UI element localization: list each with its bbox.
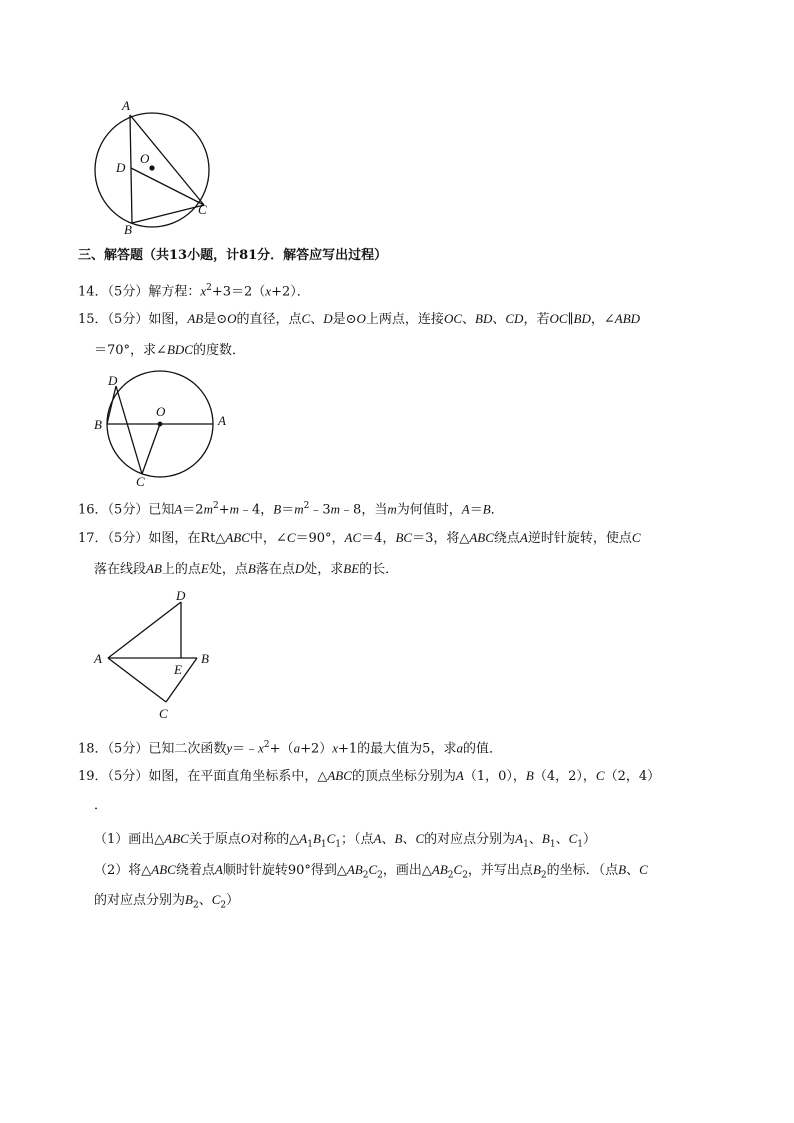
point-a-label: A [94,651,102,666]
point-c-label: C [159,706,168,721]
point-d-label: D [116,160,126,175]
question-19-line-1: 19．（5分）如图，在平面直角坐标系中，△ABC的顶点坐标分别为A（1，0），B（4，2），C（2，4） [78,768,661,784]
question-15-line-2: ＝70°，求∠BDC的度数． [94,342,245,358]
question-19-part-1: （1）画出△ABC关于原点O对称的$\triangle A_1B_1C_1$；（点A、B、C的对应点分别为$A_1$、$B_1$、$C_1$） [94,831,596,850]
question-19-part-2: （2）将△ABC绕着点A顺时针旋转90°得到$\triangle AB_2C_2$，画出$\triangle AB_2C_2$，并写出点$B_2$的坐标．（点B、C [94,862,648,881]
point-d-label: D [176,588,186,603]
question-17-line-2: 落在线段AB上的点E处，点B落在点D处，求BE的长． [94,561,399,577]
point-d-label: D [108,373,118,388]
point-c-label: C [136,474,145,489]
point-b-label: B [94,417,102,432]
point-c-label: C [198,202,207,217]
triangle-figure-q17 [92,588,222,724]
point-b-label: B [124,222,132,236]
circle-figure-q15 [90,368,236,490]
question-17-line-1: 17．（5分）如图，在Rt△ABC中，∠C＝90°，AC＝4，BC＝3，将△ABC绕点A逆时针旋转，使点C [78,530,641,546]
circle-figure-q13 [92,96,216,236]
question-19-part-2-cont: 的对应点分别为$B_2$、$C_2$） [94,892,240,911]
question-19-dot: ． [94,798,108,813]
question-14: 14．（5分）解方程：$x^2+3=2(x+2)$． [78,283,310,300]
point-o-label: O [156,404,166,419]
question-16: 16．（5分）已知$A=2m^2+m﹣4$，$B=m^2﹣3m﹣8$，当m为何值时，A＝B． [78,501,504,518]
question-15-line-1: 15．（5分）如图，AB是⊙O的直径，点C、D是⊙O上两点，连接OC、BD、CD，若OC∥BD，∠ABD [78,311,641,327]
question-18: 18．（5分）已知二次函数$y=﹣x^2+(a+2)x+1$的最大值为5，求a的值． [78,740,502,757]
point-a-label: A [122,98,130,113]
point-e-label: E [174,662,182,677]
point-b-label: B [201,651,209,666]
point-a-label: A [218,413,226,428]
point-o-label: O [140,151,150,166]
section-heading: 三、解答题（共13小题，计81分．解答应写出过程） [78,248,388,263]
